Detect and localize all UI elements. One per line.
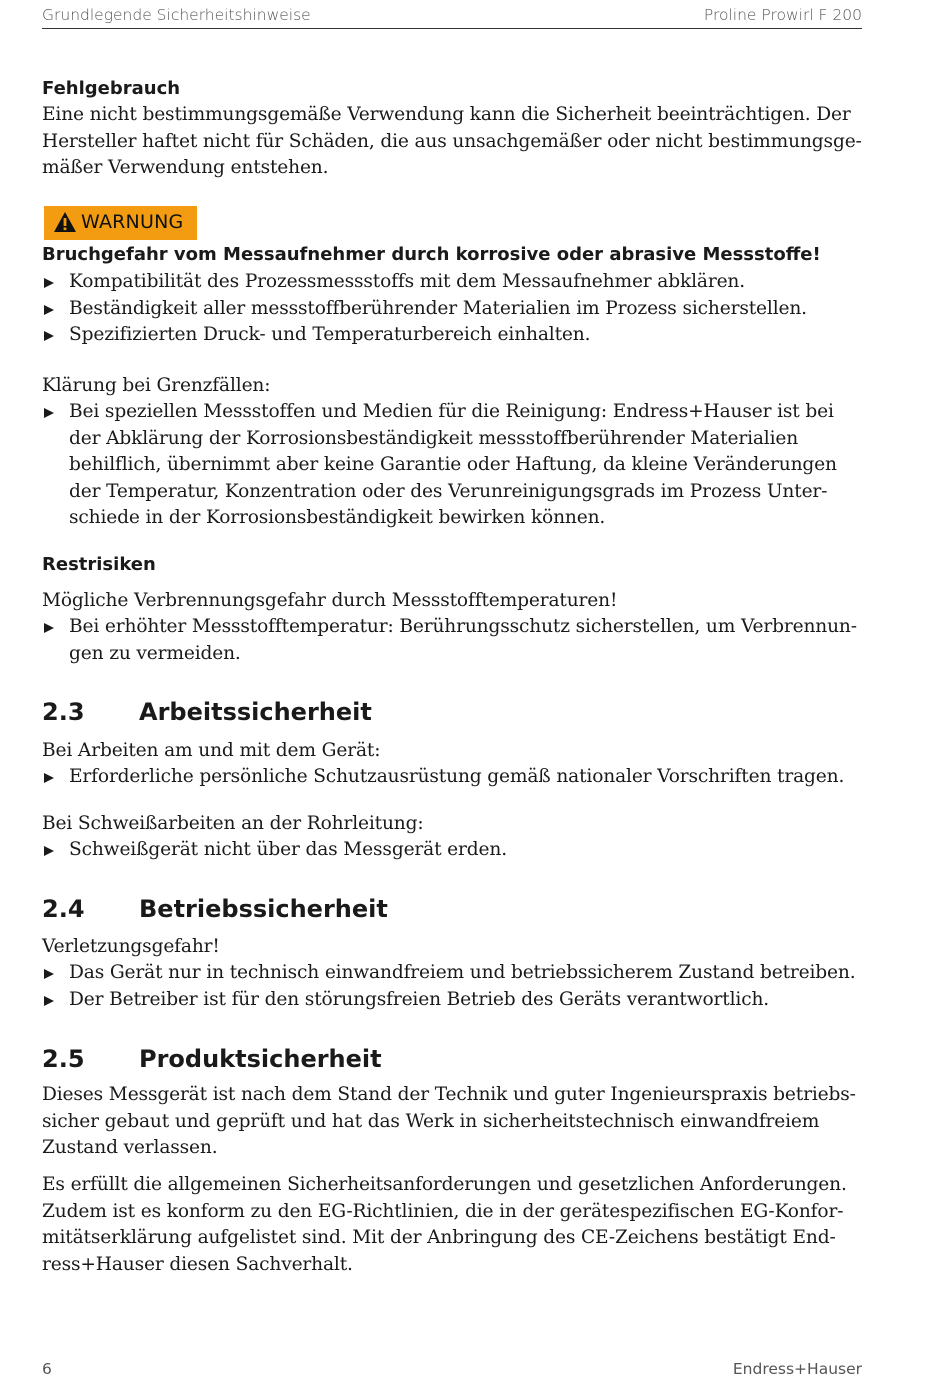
text-line: behilflich, übernimmt aber keine Garantie oder Haftung, da kleine Veränderungen (69, 454, 837, 475)
running-header (42, 6, 862, 29)
clarification-list (42, 399, 862, 532)
list-item: Erforderliche persönliche Schutzausrüstung gemäß nationaler Vorschriften tragen. (42, 764, 862, 791)
list-item: Beständigkeit aller messstoffberührender Materialien im Prozess sicherstellen. (42, 296, 862, 323)
warning-label: WARNUNG (81, 211, 184, 233)
residual-risks-text: Mögliche Verbrennungsgefahr durch Messstofftemperaturen! (42, 590, 618, 611)
bullet-arrow-icon (44, 278, 54, 288)
text-line: mitätserklärung aufgelistet sind. Mit der Anbringung des CE-Zeichens bestätigt End- (42, 1227, 836, 1248)
bullet-arrow-icon (44, 969, 54, 979)
text-line: mäßer Verwendung entstehen. (42, 157, 329, 178)
text-line: Hersteller haftet nicht für Schäden, die aus unsachgemäßer oder nicht bestimmungsge- (42, 130, 862, 152)
footer-brand: Endress+Hauser (732, 1360, 862, 1378)
work-safety-intro: Bei Arbeiten am und mit dem Gerät: (42, 740, 381, 761)
text-line: der Abklärung der Korrosionsbeständigkeit messstoffberührender Materialien (69, 427, 799, 449)
bullet-arrow-icon (44, 846, 54, 856)
warning-title: Bruchgefahr vom Messaufnehmer durch korrosive oder abrasive Messstoffe! (42, 244, 821, 265)
misuse-paragraph (42, 102, 862, 182)
work-safety-list (42, 764, 862, 791)
list-item: Schweißgerät nicht über das Messgerät erden. (42, 837, 862, 864)
bullet-arrow-icon (44, 408, 54, 418)
text-line: der Temperatur, Konzentration oder des Verunreinigungsgrads im Prozess Unter- (69, 480, 828, 502)
text-line: Es erfüllt die allgemeinen Sicherheitsanforderungen und gesetzlichen Anforderungen. (42, 1174, 847, 1195)
bullet-arrow-icon (44, 623, 54, 633)
bullet-arrow-icon (44, 996, 54, 1006)
text-line: Eine nicht bestimmungsgemäße Verwendung kann die Sicherheit beeinträchtigen. Der (42, 104, 851, 125)
text-line: Bei erhöhter Messstofftemperatur: Berührungsschutz sicherstellen, um Verbrennun- (69, 616, 857, 637)
text-line: sicher gebaut und geprüft und hat das Werk in sicherheitstechnisch einwandfreiem (42, 1110, 820, 1132)
product-safety-paragraph-1 (42, 1082, 862, 1162)
list-item: Der Betreiber ist für den störungsfreien Betrieb des Geräts verantwortlich. (42, 987, 862, 1014)
residual-risks-list (42, 614, 862, 667)
text-line: gen zu vermeiden. (69, 642, 241, 664)
manual-page: Grundlegende Sicherheitshinweise Proline Prowirl F 200 Fehlgebrauch Eine nicht bestimmungsgemäße Verwendung kann die Sicherheit beeinträchtigen. Der Hersteller haftet nicht für Schäden, die aus unsachgemäßer oder nicht bestimmungsge- mäßer Verwendung entstehen. WARNUNG Bruchgefahr vom Messaufnehmer durch korrosive oder abrasive Messstoffe! Kompatibilität des Prozessmessstoffs mit dem Messaufnehmer abklären. Beständigkeit aller messstoffberührender Materialien im Prozess sicherstellen. Spezifizierten Druck- und Temperaturbereich einhalten. Klärung bei Grenzfällen: Bei speziellen Messstoffen und Medien für die Reinigung: Endress+Hauser ist bei der Abklärung der Korrosionsbeständigkeit messstoffberührender Materialien behilflich, übernimmt aber keine Garantie oder Haftung, da kleine Veränderungen der Temperatur, Konzentration oder des Verunreinigungsgrads im Prozess Unter- schiede in der Korrosionsbeständigkeit bewirken können. Restrisiken Mögliche Verbrennungsgefahr durch Messstofftemperaturen! Bei erhöhter Messstofftemperatur: Berührungsschutz sicherstellen, um Verbrennun- gen zu vermeiden. 2.3 Arbeitssicherheit Bei Arbeiten am und mit dem Gerät: Erforderliche persönliche Schutzausrüstung gemäß nationaler Vorschriften tragen. Bei Schweißarbeiten an der Rohrleitung: Schweißgerät nicht über das Messgerät erden. 2.4 Betriebssicherheit Verletzungsgefahr! Das Gerät nur in technisch einwandfreiem und betriebssicherem Zustand betreiben. Der Betreiber ist für den störungsfreien Betrieb des Geräts verantwortlich. 2.5 Produktsicherheit Dieses Messgerät ist nach dem Stand der Technik und guter Ingenieurspraxis betriebs- sicher gebaut und geprüft und hat das Werk in sicherheitstechnisch einwandfreiem Zustand verlassen. Es erfüllt die allgemeinen Sicherheitsanforderungen und gesetzlichen Anforderungen. Zudem ist es konform zu den EG-Richtlinien, die in der gerätespezifischen EG-Konfor- mitätserklärung aufgelistet sind. Mit der Anbringung des CE-Zeichens bestätigt End- ress+Hauser diesen Sachverhalt. 6 Endress+Hauser (42, 6, 862, 1378)
product-safety-paragraph-2 (42, 1172, 862, 1278)
bullet-arrow-icon (44, 773, 54, 783)
text-line: Dieses Messgerät ist nach dem Stand der Technik und guter Ingenieurspraxis betriebs- (42, 1084, 856, 1105)
warning-list (42, 269, 862, 349)
misuse-heading: Fehlgebrauch (42, 78, 181, 99)
bullet-arrow-icon (44, 305, 54, 315)
page-number: 6 (42, 1360, 52, 1378)
text-line: Bei speziellen Messstoffen und Medien für die Reinigung: Endress+Hauser ist bei (69, 401, 834, 422)
warning-badge (44, 206, 197, 240)
residual-risks-heading: Restrisiken (42, 554, 156, 575)
list-item: Das Gerät nur in technisch einwandfreiem und betriebssicherem Zustand betreiben. (42, 960, 862, 987)
welding-intro: Bei Schweißarbeiten an der Rohrleitung: (42, 813, 424, 834)
text-line: Zudem ist es konform zu den EG-Richtlinien, die in der gerätespezifischen EG-Konfor- (42, 1200, 844, 1222)
header-section-title: Grundlegende Sicherheitshinweise (42, 6, 311, 24)
list-item: Spezifizierten Druck- und Temperaturbereich einhalten. (42, 322, 862, 349)
header-product-name: Proline Prowirl F 200 (703, 6, 862, 24)
warning-triangle-icon (53, 211, 77, 233)
welding-list (42, 837, 862, 864)
text-line: Zustand verlassen. (42, 1137, 218, 1158)
operational-safety-list (42, 960, 862, 1013)
bullet-arrow-icon (44, 331, 54, 341)
list-item (42, 399, 862, 532)
text-line: schiede in der Korrosionsbeständigkeit bewirken können. (69, 507, 606, 528)
clarification-intro: Klärung bei Grenzfällen: (42, 375, 271, 396)
list-item: Kompatibilität des Prozessmessstoffs mit dem Messaufnehmer abklären. (42, 269, 862, 296)
operational-safety-intro: Verletzungsgefahr! (42, 936, 220, 957)
text-line: ress+Hauser diesen Sachverhalt. (42, 1253, 353, 1275)
list-item (42, 614, 862, 667)
